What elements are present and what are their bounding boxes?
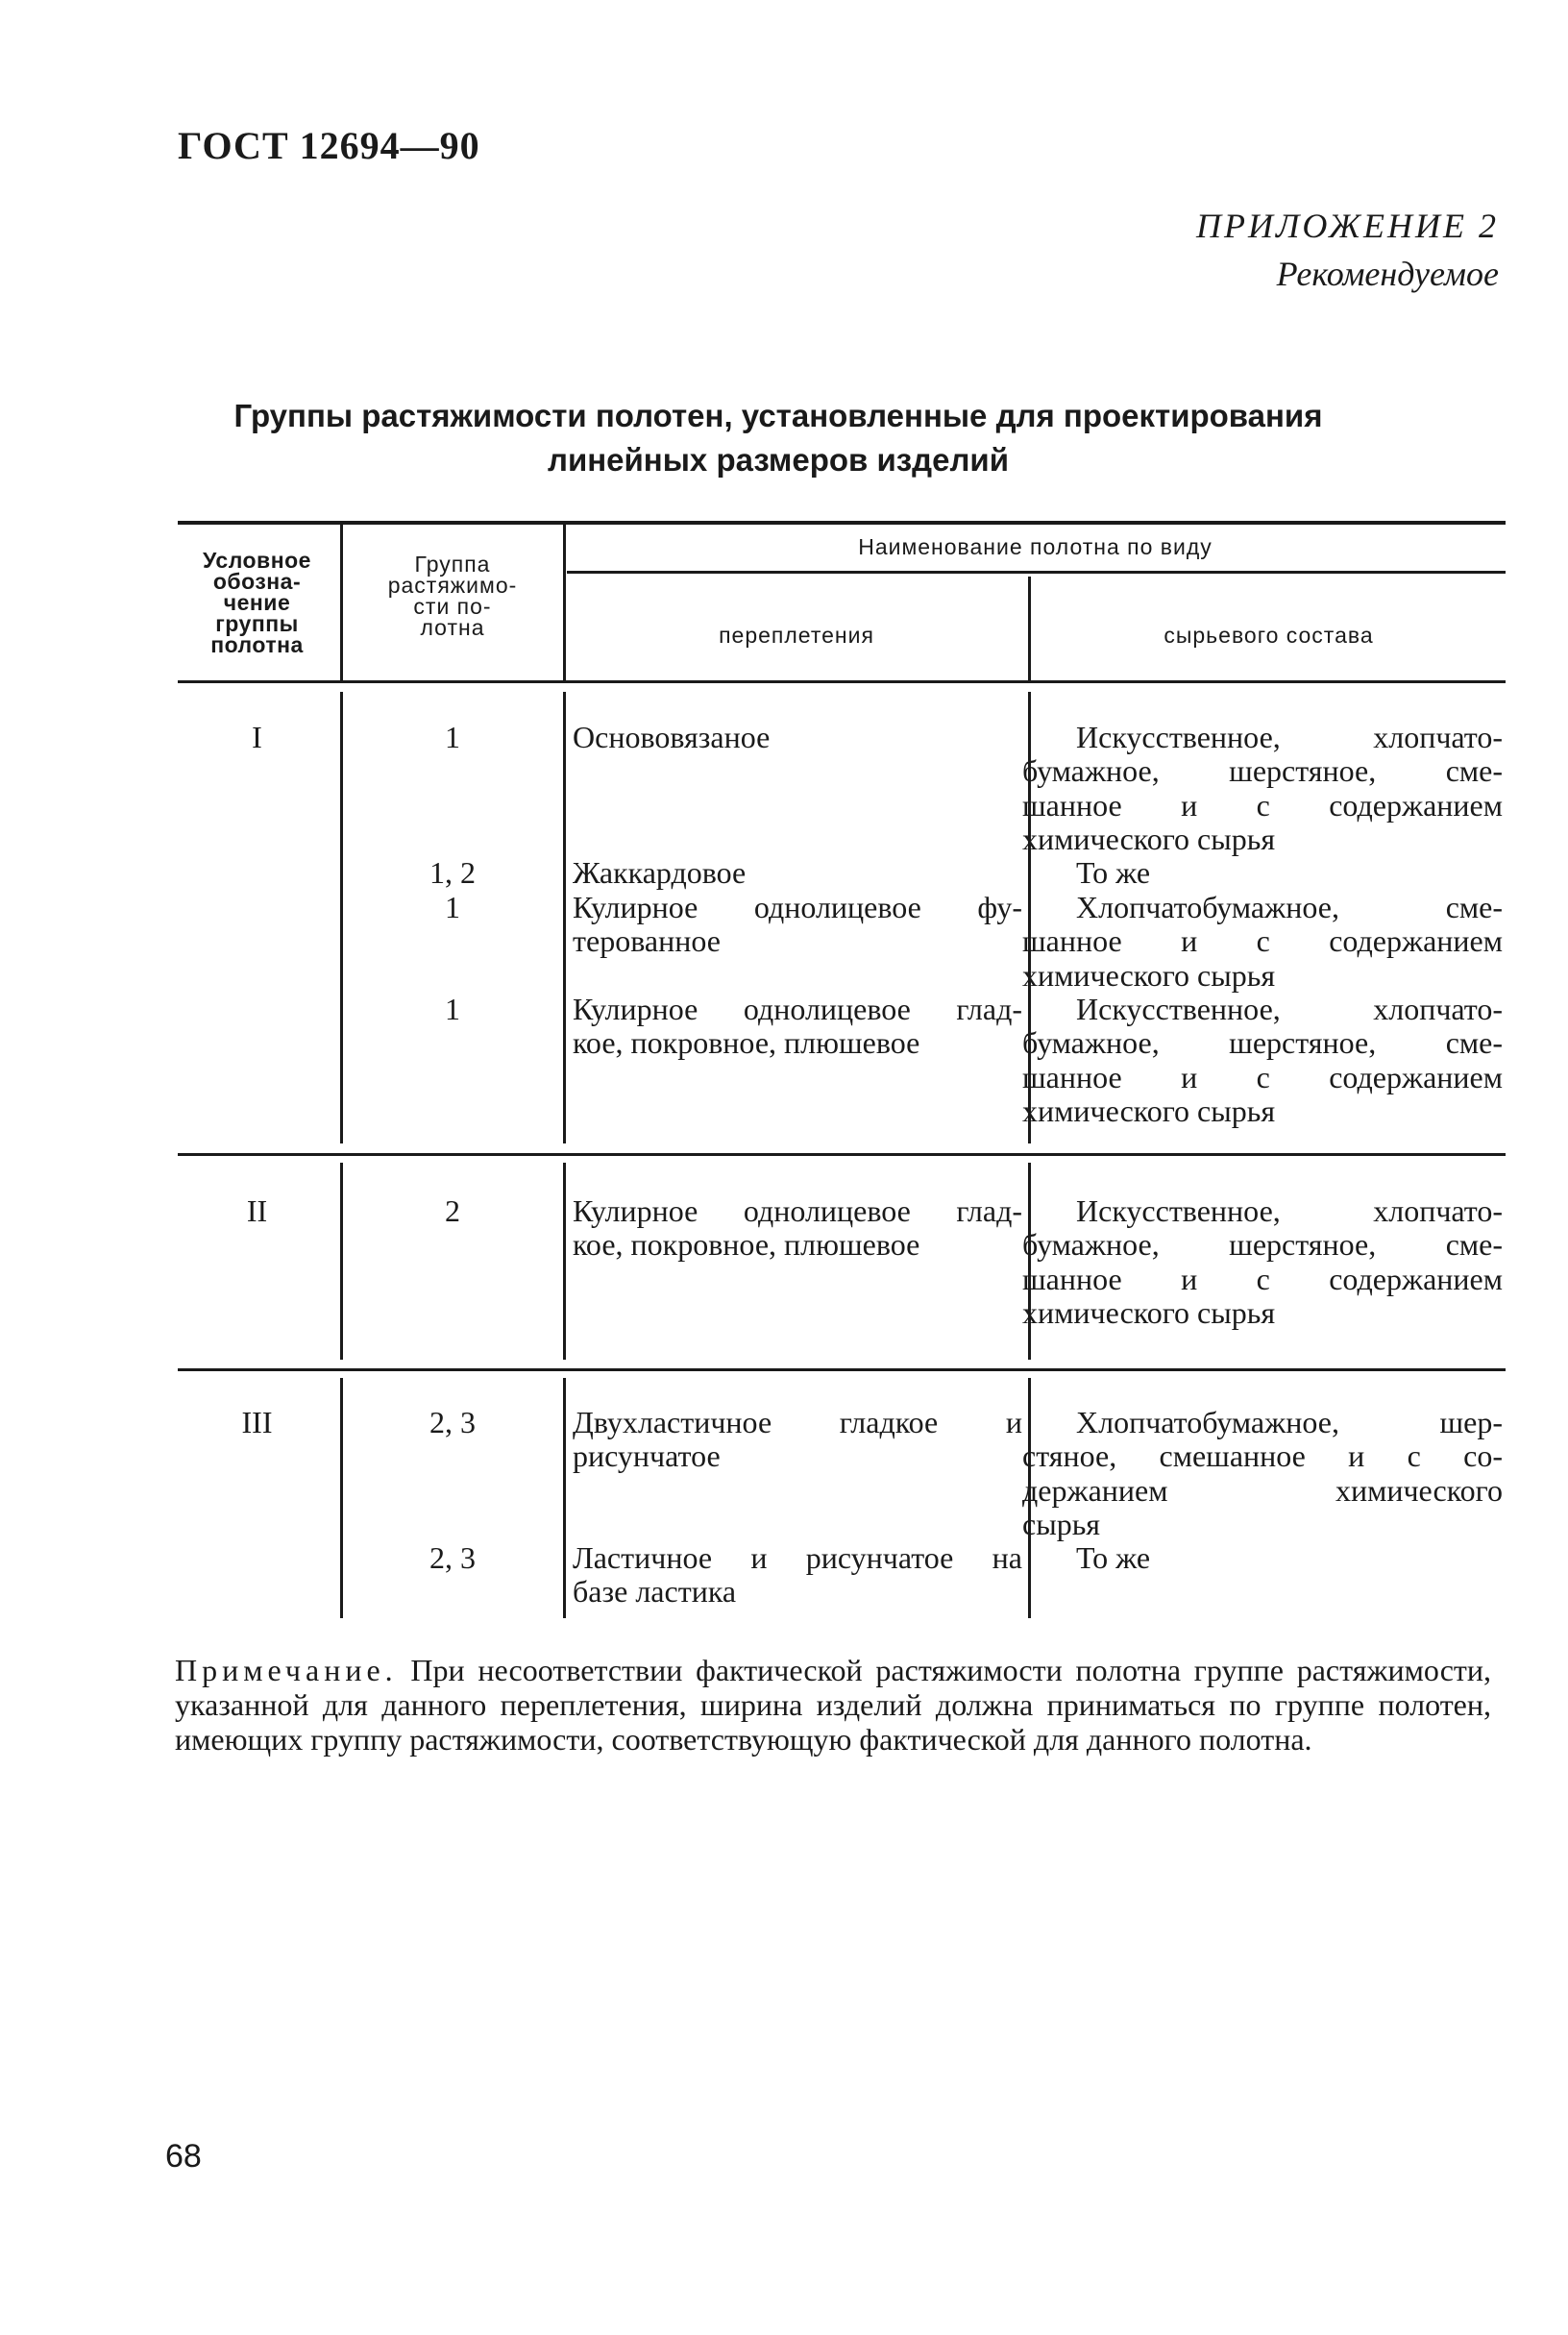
stretch-value: 1: [445, 890, 460, 924]
table-title: [173, 394, 1384, 482]
weave-cell: Ластичное и рисунчатое на базе ластика: [573, 1540, 1022, 1610]
column-rule: [340, 525, 343, 680]
column-rule: [563, 1163, 566, 1360]
column-rule: [563, 1378, 566, 1618]
stretch-value: 1: [445, 720, 460, 754]
note-text: При несоответствии фактической растяжимости полотна группе растяжимости, указанной для данного переплетения, ширина изделий должна приниматься по группе полотен, имеющих группу растяжимости, соответствующую фактической для данного полотна.: [175, 1653, 1492, 1757]
page-number: 68: [165, 2138, 202, 2175]
appendix-label: ПРИЛОЖЕНИЕ 2: [1196, 207, 1499, 245]
column-rule: [563, 525, 566, 680]
note-label: Примечание.: [175, 1653, 398, 1687]
weave-cell: Кулирное однолицевое глад- кое, покровное, плюшевое: [573, 992, 1022, 1061]
table-title-line-2: линейных размеров изделий: [547, 442, 1009, 478]
stretch-value: 1: [445, 992, 460, 1026]
header-material: сырьевого состава: [1164, 623, 1374, 648]
group-designation: II: [246, 1193, 268, 1228]
header-bottom-rule: [178, 680, 1506, 683]
group-separator-rule: [178, 1368, 1506, 1371]
column-rule: [340, 1163, 343, 1360]
header-stretch-group: Группа растяжимо- сти по- лотна: [387, 552, 518, 640]
weave-cell: Двухластичное гладкое и рисунчатое: [573, 1405, 1022, 1474]
header-subrule: [567, 571, 1506, 574]
column-rule: [1028, 577, 1031, 680]
material-cell: Искусственное, хлопчато- бумажное, шерстяное, сме- шанное и с содержанием химического сырья: [1022, 720, 1503, 857]
weave-cell: Кулирное однолицевое фу- терованное: [573, 890, 1022, 959]
column-rule: [563, 692, 566, 1143]
stretch-value: 2, 3: [429, 1405, 476, 1439]
stretch-value: 2: [445, 1193, 460, 1228]
material-cell: Хлопчатобумажное, сме- шанное и с содержанием химического сырья: [1022, 890, 1503, 993]
table-note: [175, 1653, 1491, 1757]
group-designation: III: [241, 1405, 273, 1439]
header-weave: переплетения: [719, 623, 874, 648]
group-separator-rule: [178, 1153, 1506, 1156]
appendix-status: Рекомендуемое: [1276, 255, 1499, 293]
document-code: ГОСТ 12694—90: [178, 124, 480, 167]
weave-cell: Жаккардовое: [573, 855, 747, 890]
column-rule: [340, 1378, 343, 1618]
header-fabric-name-group: Наименование полотна по виду: [858, 534, 1213, 559]
appendix-block: [1196, 202, 1499, 298]
material-cell: Искусственное, хлопчато- бумажное, шерстяное, сме- шанное и с содержанием химического сырья: [1022, 1193, 1503, 1331]
table-top-rule: [178, 521, 1506, 525]
group-designation: I: [252, 720, 262, 754]
weave-cell: Кулирное однолицевое глад- кое, покровное, плюшевое: [573, 1193, 1022, 1263]
header-designation: Условное обозна- чение группы полотна: [203, 548, 311, 657]
material-cell: Хлопчатобумажное, шер- стяное, смешанное и с со- держанием химического сырья: [1022, 1405, 1503, 1542]
stretch-value: 1, 2: [429, 855, 476, 890]
table-title-line-1: Группы растяжимости полотен, установленные для проектирования: [233, 398, 1323, 433]
material-cell: Искусственное, хлопчато- бумажное, шерстяное, сме- шанное и с содержанием химического сырья: [1022, 992, 1503, 1129]
weave-cell: Основовязаное: [573, 720, 771, 754]
stretch-value: 2, 3: [429, 1540, 476, 1575]
material-cell: То же: [1076, 855, 1151, 890]
column-rule: [340, 692, 343, 1143]
material-cell: То же: [1076, 1540, 1151, 1575]
